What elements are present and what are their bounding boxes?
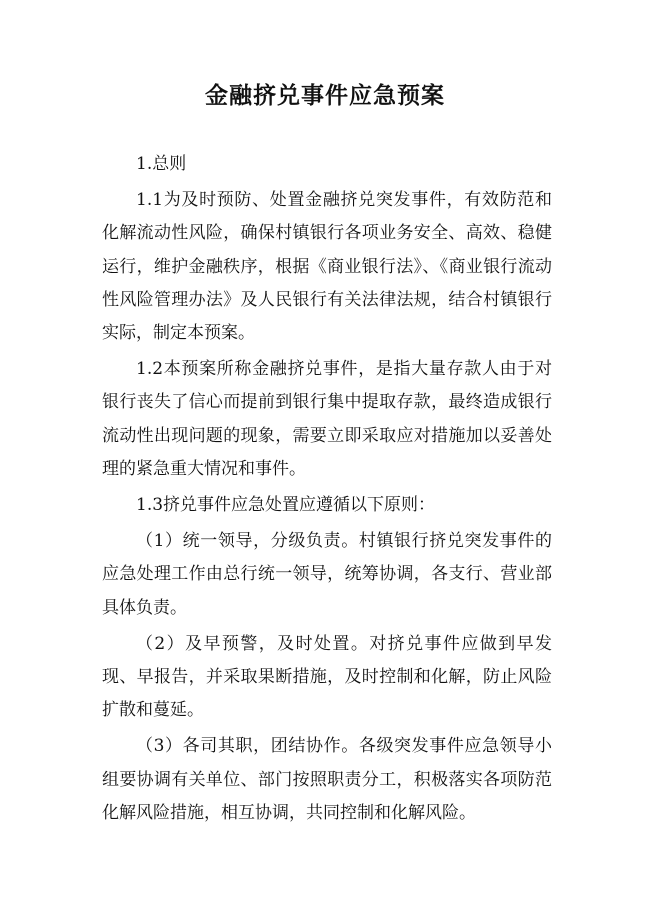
principle-1: （1）统一领导，分级负责。村镇银行挤兑突发事件的应急处理工作由总行统一领导，统筹协调，各支行、营业部具体负责。	[102, 531, 552, 618]
paragraph-1-1: 1.1为及时预防、处置金融挤兑突发事件，有效防范和化解流动性风险，确保村镇银行各项业务安全、高效、稳健运行，维护金融秩序，根据《商业银行法》、《商业银行流动性风险管理办法》及人民银行有关法律法规，结合村镇银行实际，制定本预案。	[102, 190, 552, 344]
document-title: 金融挤兑事件应急预案	[205, 82, 445, 109]
document-body	[102, 148, 552, 830]
principle-3: （3）各司其职，团结协作。各级突发事件应急领导小组要协调有关单位、部门按照职责分工，积极落实各项防范化解风险措施，相互协调，共同控制和化解风险。	[102, 736, 552, 823]
paragraph-1-2: 1.2本预案所称金融挤兑事件，是指大量存款人由于对银行丧失了信心而提前到银行集中提取存款，最终造成银行流动性出现问题的现象，需要立即采取应对措施加以妥善处理的紧急重大情况和事件。	[102, 359, 552, 479]
paragraph-1-3: 1.3挤兑事件应急处置应遵循以下原则：	[136, 495, 436, 516]
section-heading-general: 1.总则	[136, 154, 187, 174]
principle-2: （2）及早预警，及时处置。对挤兑事件应做到早发现、早报告，并采取果断措施，及时控制和化解，防止风险扩散和蔓延。	[102, 633, 552, 721]
